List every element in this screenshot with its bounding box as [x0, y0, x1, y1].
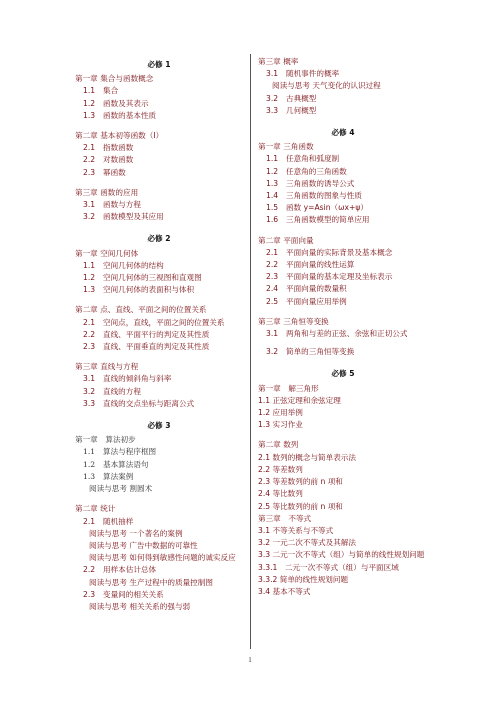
section-item: 2.1 平面向量的实际背景及基本概念 [266, 247, 393, 257]
section-item: 2.5 平面向量应用举例 [266, 296, 347, 306]
list-item: 2.5 等比数列的前 n 项和 [258, 501, 343, 511]
chapter-title: 第三章 三角恒等变换 [258, 316, 329, 326]
book-heading: 必修 3 [147, 421, 171, 431]
list-item: 3.1 不等关系与不等式 [258, 525, 334, 535]
list-item: 3.2 一元二次不等式及其解法 [258, 538, 357, 548]
section-item: 3.2 古典概型 [266, 93, 317, 103]
chapter-title: 第一章 三角函数 [258, 142, 314, 152]
section-item: 1.1 算法与程序框图 [83, 447, 157, 457]
list-item: 3.3.1 二元一次不等式（组）与平面区域 [258, 562, 399, 572]
column-divider [250, 54, 251, 649]
section-item: 3.3 直线的交点坐标与距离公式 [83, 398, 195, 408]
list-item: 3.3 二元一次不等式（组）与简单的线性规划问题 [258, 550, 425, 560]
list-item: 2.1 数列的概念与简单表示法 [258, 452, 357, 462]
section-item: 2.3 变量间的相关关系 [83, 589, 164, 599]
chapter-title: 第三章 函数的应用 [75, 187, 139, 197]
left-column [75, 56, 243, 613]
section-item: 2.1 指数函数 [83, 143, 134, 153]
section-item: 3.2 函数模型及其应用 [83, 212, 164, 222]
section-item: 3.1 直线的倾斜角与斜率 [83, 374, 172, 384]
chapter-items [75, 446, 243, 483]
list-item: 阅读与思考 一个著名的案例 [89, 528, 183, 538]
list-item: 阅读与思考 广告中数据的可靠性 [89, 540, 198, 550]
section-item: 1.2 任意角的三角函数 [266, 166, 347, 176]
section-item: 2.2 直线、平面平行的判定及其性质 [83, 329, 210, 339]
list-item: 3.4 基本不等式 [258, 586, 311, 596]
section-item: 2.2 用样本估计总体 [83, 565, 157, 575]
list-item: 2.2 等差数列 [258, 464, 303, 474]
section-item: 2.1 随机抽样 [83, 516, 134, 526]
chapter-title: 第二章 基本初等函数（Ⅰ） [75, 131, 164, 141]
reading-note: 阅读与思考 相关关系的强与弱 [89, 601, 191, 611]
chapter-title: 第一章 解三角形 [258, 383, 319, 393]
chapter-title: 第一章 空间几何体 [75, 248, 139, 258]
chapter-title: 第一章 算法初步 [75, 435, 136, 445]
section-item: 1.1 集合 [83, 86, 119, 96]
chapter-title: 第三章 不等式 [258, 513, 312, 523]
section-item: 1.1 空间几何体的结构 [83, 260, 164, 270]
chapter-items [258, 525, 428, 598]
section-item: 2.2 对数函数 [83, 155, 134, 165]
section-item: 1.3 三角函数的诱导公式 [266, 178, 355, 188]
reading-note: 阅读与思考 天气变化的认识过程 [272, 81, 381, 91]
section-item: 2.2 平面向量的线性运算 [266, 260, 355, 270]
section-item: 1.2 空间几何体的三视图和直观图 [83, 273, 202, 283]
chapter-items [258, 452, 428, 513]
chapter-title: 第二章 统计 [75, 504, 116, 514]
chapter-title: 第二章 点、直线、平面之间的位置关系 [75, 305, 207, 315]
right-column [258, 56, 428, 598]
list-item: 3.3.2 简单的线性规划问题 [258, 574, 349, 584]
book1-contents [75, 73, 243, 223]
chapter-title: 第二章 数列 [258, 440, 299, 450]
book-heading: 必修 2 [147, 234, 171, 244]
chapter-title: 第一章 集合与函数概念 [75, 74, 154, 84]
section-item: 1.2 基本算法语句 [83, 459, 149, 469]
section-item: 3.2 简单的三角恒等变换 [266, 347, 355, 357]
section-item: 3.1 函数与方程 [83, 200, 141, 210]
reading-note: 阅读与思考 割圆术 [89, 484, 153, 494]
book2-contents [75, 248, 243, 410]
section-item: 2.3 幂函数 [83, 167, 126, 177]
section-item: 1.4 三角函数的图象与性质 [266, 191, 362, 201]
list-item: 2.3 等差数列的前 n 项和 [258, 477, 343, 487]
chapter-title: 第二章 平面向量 [258, 235, 314, 245]
list-item: 1.3 实习作业 [258, 420, 303, 430]
section-item: 1.3 函数的基本性质 [83, 110, 157, 120]
list-item: 1.2 应用举例 [258, 408, 303, 418]
section-item: 3.2 直线的方程 [83, 386, 141, 396]
chapter-title: 第三章 概率 [258, 57, 299, 66]
section-item: 1.1 任意角和弧度制 [266, 154, 340, 164]
list-item: 2.4 等比数列 [258, 489, 303, 499]
section-item: 3.1 两角和与差的正弦、余弦和正切公式 [266, 329, 408, 339]
chapter-items [258, 93, 428, 117]
list-item: 1.1 正弦定理和余弦定理 [258, 395, 341, 405]
section-item: 1.2 函数及其表示 [83, 98, 149, 108]
book-heading: 必修 5 [331, 369, 355, 379]
book-heading: 必修 4 [331, 128, 355, 138]
chapter-items [258, 395, 428, 432]
section-item: 1.5 函数 y=Asin（ωx+ψ） [266, 203, 368, 213]
section-item: 1.6 三角函数模型的简单应用 [266, 215, 370, 225]
reading-note: 阅读与思考 生产过程中的质量控制图 [89, 577, 213, 587]
reading-notes [75, 528, 243, 565]
section-item: 2.3 直线、平面垂直的判定及其性质 [83, 342, 210, 352]
chapter-title: 第三章 直线与方程 [75, 362, 139, 372]
section-item: 3.3 几何概型 [266, 105, 317, 115]
section-item: 1.3 空间几何体的表面积与体积 [83, 285, 195, 295]
section-item: 2.3 平面向量的基本定理及坐标表示 [266, 272, 393, 282]
list-item: 阅读与思考 如何得到敏感性问题的诚实反应 [89, 553, 236, 563]
section-item: 3.1 随机事件的概率 [266, 69, 340, 79]
page-number: 1 [248, 656, 252, 664]
section-item: 2.4 平面向量的数量积 [266, 284, 347, 294]
section-item: 1.3 算法案例 [83, 471, 134, 481]
book4-contents [258, 141, 428, 308]
section-item: 2.1 空间点，直线，平面之间的位置关系 [83, 317, 225, 327]
book-heading: 必修 1 [147, 60, 171, 69]
